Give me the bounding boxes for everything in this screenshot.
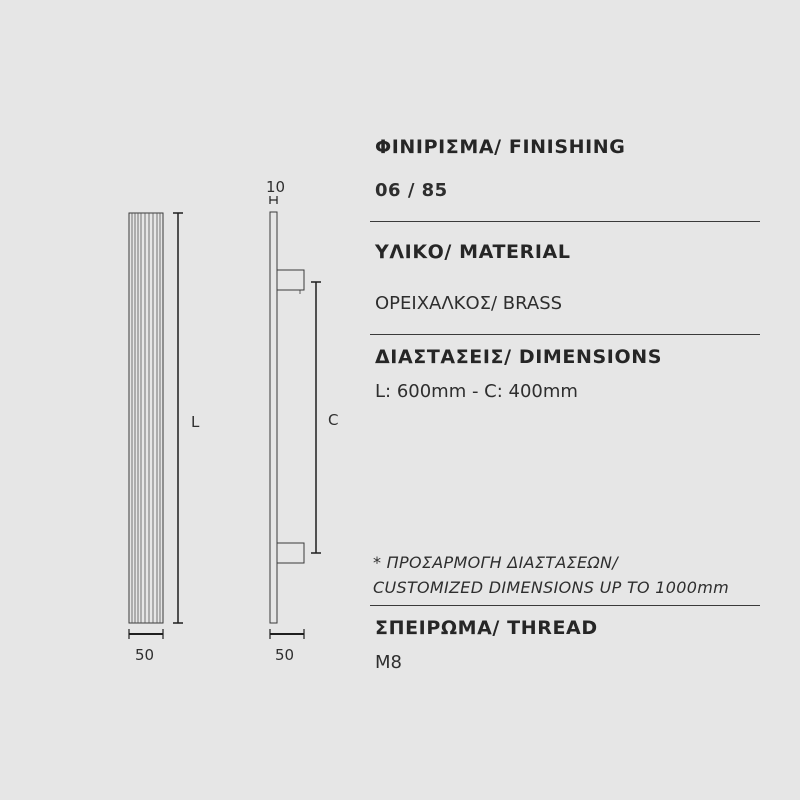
thickness-dimension (270, 196, 277, 204)
length-dimension (173, 213, 183, 623)
divider (370, 334, 760, 335)
dimensions-heading: ΔΙΑΣΤΑΣΕΙΣ/ DIMENSIONS (375, 346, 663, 368)
front-width-label: 50 (135, 646, 155, 664)
material-heading: ΥΛΙΚΟ/ MATERIAL (375, 241, 571, 263)
front-view (129, 213, 200, 664)
thickness-label: 10 (266, 178, 286, 196)
side-depth-dimension (270, 629, 304, 639)
upper-standoff (277, 270, 304, 290)
dimensions-value: L: 600mm - C: 400mm (375, 381, 578, 402)
material-value: ΟΡΕΙΧΑΛΚΟΣ/ BRASS (375, 293, 563, 314)
handle-front-body (129, 213, 163, 623)
divider (370, 605, 760, 606)
custom-dimensions-note-line2: CUSTOMIZED DIMENSIONS UP TO 1000mm (373, 578, 729, 597)
custom-dimensions-note-line1: * ΠΡΟΣΑΡΜΟΓΗ ΔΙΑΣΤΑΣΕΩΝ/ (373, 553, 618, 572)
handle-side-bar (270, 212, 277, 623)
center-label: C (328, 411, 339, 429)
finishing-heading: ΦΙΝΙΡΙΣΜΑ/ FINISHING (375, 136, 626, 158)
handle-flutes (132, 213, 160, 623)
side-view (266, 178, 338, 664)
divider (370, 221, 760, 222)
thread-value: M8 (375, 652, 402, 673)
center-dimension (311, 282, 321, 553)
length-label: L (191, 413, 200, 431)
side-depth-label: 50 (275, 646, 295, 664)
thread-heading: ΣΠΕΙΡΩΜΑ/ THREAD (375, 617, 598, 639)
front-width-dimension (129, 629, 163, 639)
lower-standoff (277, 543, 304, 563)
finishing-value: 06 / 85 (375, 180, 448, 201)
